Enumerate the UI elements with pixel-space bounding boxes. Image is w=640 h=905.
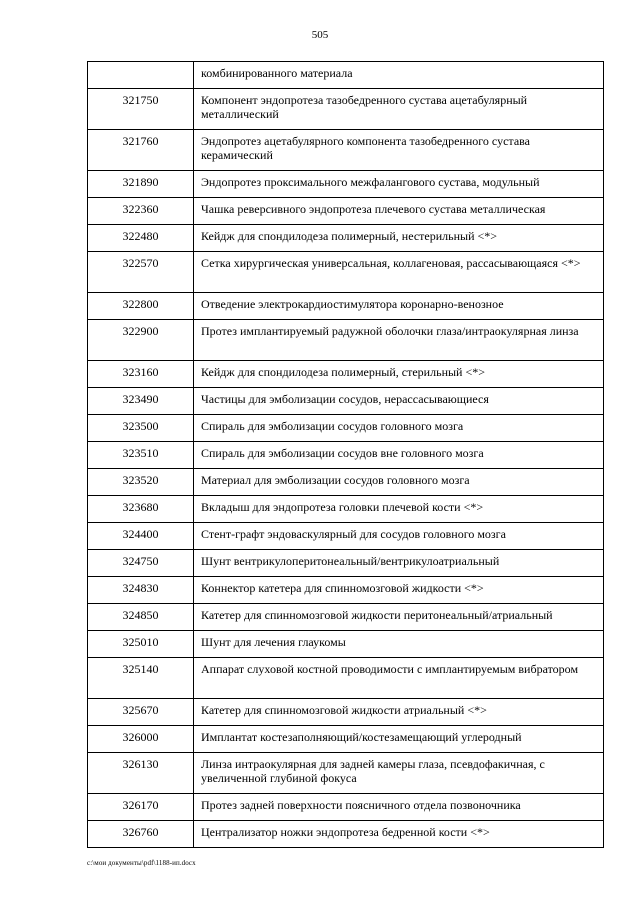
device-code-cell	[88, 62, 194, 89]
device-code-cell: 323490	[88, 388, 194, 415]
device-code-cell: 325140	[88, 658, 194, 699]
device-code-cell: 326170	[88, 794, 194, 821]
device-code-cell: 326130	[88, 753, 194, 794]
table-row	[88, 631, 604, 658]
device-code-table	[87, 61, 604, 848]
device-name-cell: Имплантат костезаполняющий/костезамещающий углеродный	[194, 726, 604, 753]
device-code-cell: 321890	[88, 171, 194, 198]
table-row	[88, 89, 604, 130]
table-row	[88, 753, 604, 794]
device-name-cell: Материал для эмболизации сосудов головного мозга	[194, 469, 604, 496]
device-name-cell: Стент-графт эндоваскулярный для сосудов головного мозга	[194, 523, 604, 550]
table-row	[88, 577, 604, 604]
device-code-cell: 322570	[88, 252, 194, 293]
device-name-cell: Спираль для эмболизации сосудов головного мозга	[194, 415, 604, 442]
table-row	[88, 320, 604, 361]
device-code-cell: 322900	[88, 320, 194, 361]
device-name-cell: Катетер для спинномозговой жидкости атриальный <*>	[194, 699, 604, 726]
device-code-cell: 324850	[88, 604, 194, 631]
table-row	[88, 699, 604, 726]
page-number: 505	[311, 29, 329, 41]
table-row	[88, 523, 604, 550]
device-name-cell: Компонент эндопротеза тазобедренного сустава ацетабулярный металлический	[194, 89, 604, 130]
table-row	[88, 225, 604, 252]
table-row	[88, 171, 604, 198]
table-row	[88, 658, 604, 699]
device-name-cell: Коннектор катетера для спинномозговой жидкости <*>	[194, 577, 604, 604]
device-name-cell: Сетка хирургическая универсальная, коллагеновая, рассасывающаяся <*>	[194, 252, 604, 293]
table-row	[88, 415, 604, 442]
table-row	[88, 794, 604, 821]
device-name-cell: Шунт для лечения глаукомы	[194, 631, 604, 658]
device-code-cell: 322480	[88, 225, 194, 252]
device-code-cell: 321750	[88, 89, 194, 130]
table-row	[88, 726, 604, 753]
device-name-cell: Вкладыш для эндопротеза головки плечевой кости <*>	[194, 496, 604, 523]
device-code-cell: 324750	[88, 550, 194, 577]
table-row	[88, 130, 604, 171]
device-code-cell: 326760	[88, 821, 194, 848]
device-name-cell: Отведение электрокардиостимулятора коронарно-венозное	[194, 293, 604, 320]
table-row	[88, 604, 604, 631]
device-code-cell: 322800	[88, 293, 194, 320]
device-code-cell: 323500	[88, 415, 194, 442]
table-row	[88, 821, 604, 848]
table-row	[88, 361, 604, 388]
device-name-cell: Шунт вентрикулоперитонеальный/вентрикулоатриальный	[194, 550, 604, 577]
device-name-cell: Протез имплантируемый радужной оболочки глаза/интраокулярная линза	[194, 320, 604, 361]
device-name-cell: Эндопротез ацетабулярного компонента тазобедренного сустава керамический	[194, 130, 604, 171]
device-code-cell: 324830	[88, 577, 194, 604]
device-name-cell: Линза интраокулярная для задней камеры глаза, псевдофакичная, с увеличенной глубиной фокуса	[194, 753, 604, 794]
device-code-cell: 323520	[88, 469, 194, 496]
device-code-cell: 323680	[88, 496, 194, 523]
device-code-cell: 326000	[88, 726, 194, 753]
device-code-cell: 323160	[88, 361, 194, 388]
device-code-cell: 324400	[88, 523, 194, 550]
device-code-cell: 322360	[88, 198, 194, 225]
table-row	[88, 550, 604, 577]
table-row	[88, 388, 604, 415]
table-row	[88, 198, 604, 225]
device-name-cell: Протез задней поверхности поясничного отдела позвоночника	[194, 794, 604, 821]
device-name-cell: Частицы для эмболизации сосудов, нерассасывающиеся	[194, 388, 604, 415]
device-code-cell: 321760	[88, 130, 194, 171]
table-row	[88, 442, 604, 469]
table-row	[88, 469, 604, 496]
table-row	[88, 496, 604, 523]
device-name-cell: Эндопротез проксимального межфалангового сустава, модульный	[194, 171, 604, 198]
device-code-cell: 325010	[88, 631, 194, 658]
device-name-cell: Кейдж для спондилодеза полимерный, стерильный <*>	[194, 361, 604, 388]
device-name-cell: комбинированного материала	[194, 62, 604, 89]
device-code-cell: 323510	[88, 442, 194, 469]
table-row	[88, 252, 604, 293]
device-name-cell: Спираль для эмболизации сосудов вне головного мозга	[194, 442, 604, 469]
table-body	[88, 62, 604, 848]
device-name-cell: Централизатор ножки эндопротеза бедренной кости <*>	[194, 821, 604, 848]
device-name-cell: Кейдж для спондилодеза полимерный, нестерильный <*>	[194, 225, 604, 252]
device-name-cell: Аппарат слуховой костной проводимости с имплантируемым вибратором	[194, 658, 604, 699]
device-name-cell: Чашка реверсивного эндопротеза плечевого сустава металлическая	[194, 198, 604, 225]
device-code-cell: 325670	[88, 699, 194, 726]
table-row	[88, 293, 604, 320]
device-name-cell: Катетер для спинномозговой жидкости перитонеальный/атриальный	[194, 604, 604, 631]
table-row	[88, 62, 604, 89]
footer-file-path: c:\мои документы\pdf\1188-ип.docx	[87, 859, 196, 867]
